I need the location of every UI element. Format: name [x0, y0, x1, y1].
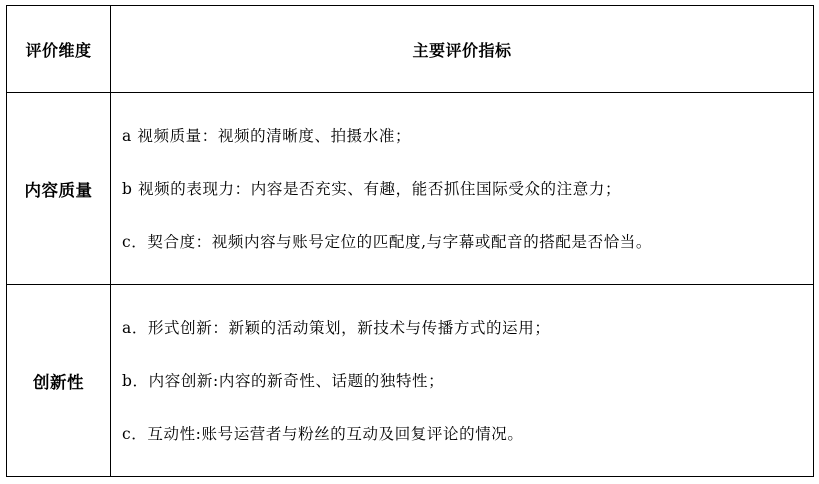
table-row	[7, 285, 814, 477]
table-row	[7, 93, 814, 285]
table-header-row	[7, 6, 814, 93]
indicator-item: b 视频的表现力：内容是否充实、有趣，能否抓住国际受众的注意力；	[122, 179, 622, 198]
header-dimension: 评价维度	[7, 6, 111, 93]
indicator-item: b．内容创新:内容的新奇性、话题的独特性；	[122, 371, 445, 390]
indicator-item: c．互动性:账号运营者与粉丝的互动及回复评论的情况。	[122, 424, 524, 443]
dimension-content-quality: 内容质量	[7, 93, 111, 285]
indicator-item: a．形式创新：新颖的活动策划，新技术与传播方式的运用；	[122, 318, 551, 337]
header-indicators: 主要评价指标	[111, 6, 814, 93]
indicator-item: a 视频质量：视频的清晰度、拍摄水准；	[122, 126, 412, 145]
indicators-innovation	[111, 285, 814, 477]
indicators-content-quality	[111, 93, 814, 285]
dimension-innovation: 创新性	[7, 285, 111, 477]
evaluation-table	[6, 5, 814, 477]
indicator-item: c．契合度：视频内容与账号定位的匹配度,与字幕或配音的搭配是否恰当。	[122, 232, 653, 251]
